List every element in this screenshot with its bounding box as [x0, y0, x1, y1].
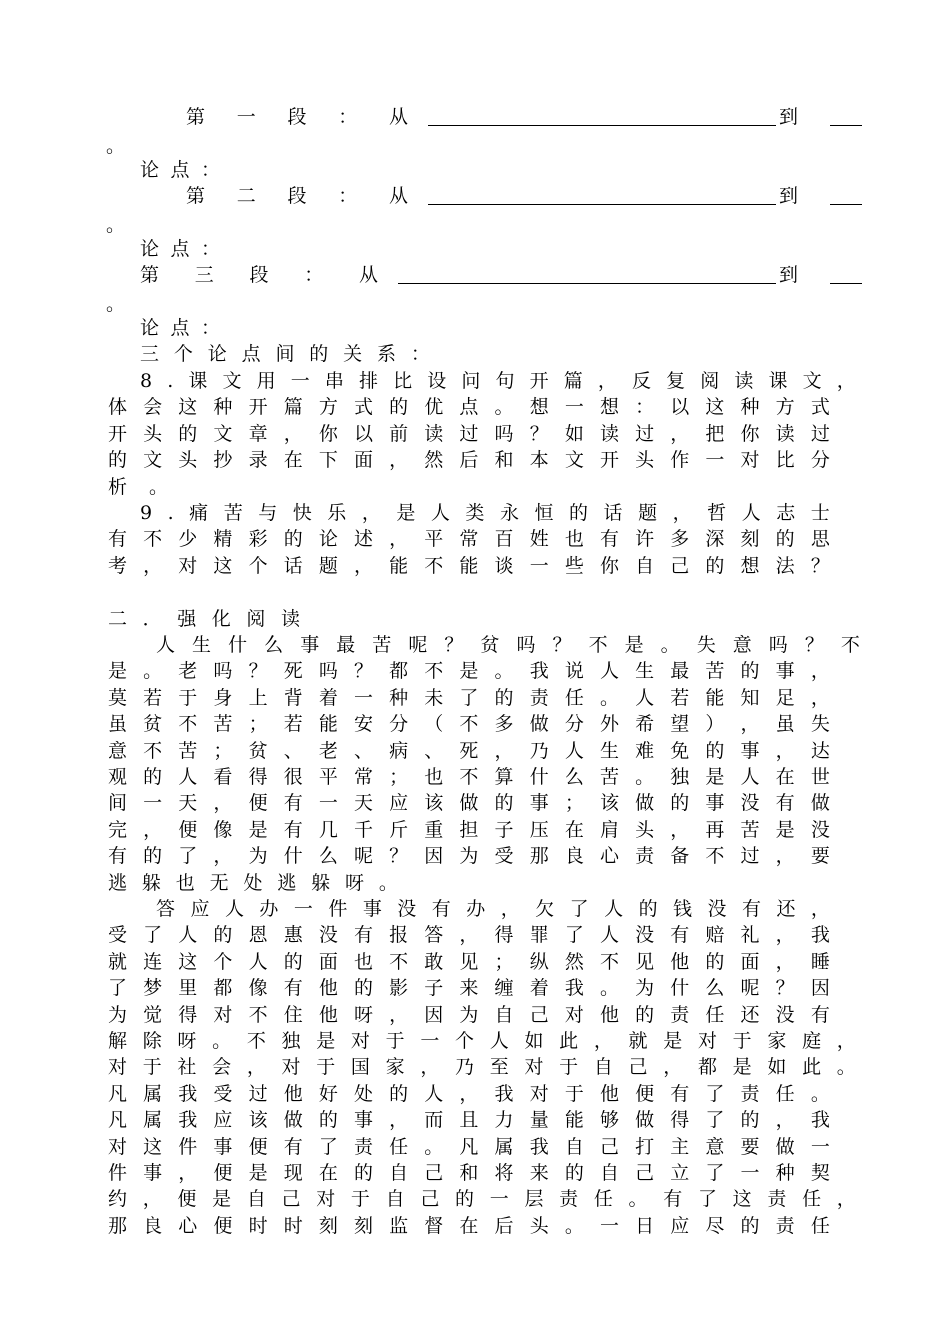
- paragraph-1-line: 完 ， 便 像 是 有 几 千 斤 重 担 子 压 在 肩 头 ， 再 苦 是 没: [108, 819, 830, 841]
- segment-label-3: 第 三 段 ： 从: [140, 264, 378, 286]
- paragraph-1-line: 莫 若 于 身 上 背 着 一 种 未 了 的 责 任 。 人 若 能 知 足 ，: [108, 687, 830, 709]
- answer-blank-3[interactable]: [398, 283, 776, 284]
- paragraph-2-line: 凡 属 我 应 该 做 的 事 ， 而 且 力 量 能 够 做 得 了 的 ， 我: [108, 1109, 830, 1131]
- paragraph-1-line: 是 。 老 吗 ？ 死 吗 ？ 都 不 是 。 我 说 人 生 最 苦 的 事 ，: [108, 660, 830, 682]
- point-label-1: 论 点 ：: [140, 159, 220, 181]
- question-9-line: 考 ， 对 这 个 话 题 ， 能 不 能 谈 一 些 你 自 己 的 想 法 ？: [108, 555, 830, 577]
- paragraph-2-line: 解 除 呀 。 不 独 是 对 于 一 个 人 如 此 ， 就 是 对 于 家 庭 ，: [108, 1030, 856, 1052]
- answer-blank-2[interactable]: [428, 204, 776, 205]
- paragraph-2-line: 那 良 心 便 时 时 刻 刻 监 督 在 后 头 。 一 日 应 尽 的 责 任: [108, 1215, 830, 1237]
- question-8-line: 开 头 的 文 章 ， 你 以 前 读 过 吗 ？ 如 读 过 ， 把 你 读 过: [108, 423, 830, 445]
- question-9-line: 有 不 少 精 彩 的 论 述 ， 平 常 百 姓 也 有 许 多 深 刻 的 思: [108, 528, 830, 550]
- question-8-line: 8 . 课 文 用 一 串 排 比 设 问 句 开 篇 ， 反 复 阅 读 课 文 ，: [140, 370, 856, 392]
- segment-label-2: 第 二 段 ： 从: [186, 185, 408, 207]
- line-end-mark: 。: [106, 135, 126, 157]
- line-end-mark: 。: [106, 214, 126, 236]
- paragraph-2-line: 了 梦 里 都 像 有 他 的 影 子 来 缠 着 我 。 为 什 么 呢 ？ 因: [108, 977, 830, 999]
- paragraph-2-line: 就 连 这 个 人 的 面 也 不 敢 见 ； 纵 然 不 见 他 的 面 ， 睡: [108, 951, 830, 973]
- question-8-line: 体 会 这 种 开 篇 方 式 的 优 点 。 想 一 想 ： 以 这 种 方 式: [108, 396, 830, 418]
- paragraph-2-line: 凡 属 我 受 过 他 好 处 的 人 ， 我 对 于 他 便 有 了 责 任 。: [108, 1083, 830, 1105]
- paragraph-2-line: 对 这 件 事 便 有 了 责 任 。 凡 属 我 自 己 打 主 意 要 做 一: [108, 1136, 830, 1158]
- answer-blank-tail-1[interactable]: [830, 125, 862, 126]
- paragraph-2-line: 约 ， 便 是 自 己 对 于 自 己 的 一 层 责 任 。 有 了 这 责 任 ，: [108, 1188, 856, 1210]
- question-9-line: 9 . 痛 苦 与 快 乐 ， 是 人 类 永 恒 的 话 题 ， 哲 人 志 士: [140, 502, 830, 524]
- answer-blank-1[interactable]: [428, 125, 776, 126]
- segment-label-1: 第 一 段 ： 从: [186, 106, 408, 128]
- paragraph-2-line: 答 应 人 办 一 件 事 没 有 办 ， 欠 了 人 的 钱 没 有 还 ，: [156, 898, 830, 920]
- paragraph-1-line: 意 不 苦 ； 贫 、 老 、 病 、 死 ， 乃 人 生 难 免 的 事 ， 达: [108, 740, 830, 762]
- paragraph-2-line: 对 于 社 会 ， 对 于 国 家 ， 乃 至 对 于 自 己 ， 都 是 如 此 。: [108, 1056, 856, 1078]
- to-label: 到: [779, 185, 799, 207]
- paragraph-1-line: 有 的 了 ， 为 什 么 呢 ？ 因 为 受 那 良 心 责 备 不 过 ， 要: [108, 845, 830, 867]
- paragraph-2-line: 件 事 ， 便 是 现 在 的 自 己 和 将 来 的 自 己 立 了 一 种 契: [108, 1162, 830, 1184]
- paragraph-2-line: 为 觉 得 对 不 住 他 呀 ， 因 为 自 己 对 他 的 责 任 还 没 有: [108, 1004, 830, 1026]
- paragraph-2-line: 受 了 人 的 恩 惠 没 有 报 答 ， 得 罪 了 人 没 有 赔 礼 ， 我: [108, 924, 830, 946]
- paragraph-1-line: 逃 躲 也 无 处 逃 躲 呀 。: [108, 872, 398, 894]
- relation-prompt: 三 个 论 点 间 的 关 系 ：: [140, 343, 430, 365]
- to-label: 到: [779, 106, 799, 128]
- to-label: 到: [779, 264, 799, 286]
- paragraph-1-line: 观 的 人 看 得 很 平 常 ； 也 不 算 什 么 苦 。 独 是 人 在 世: [108, 766, 830, 788]
- answer-blank-tail-2[interactable]: [830, 204, 862, 205]
- point-label-3: 论 点 ：: [140, 317, 220, 339]
- paragraph-1-line: 虽 贫 不 苦 ； 若 能 安 分 （ 不 多 做 分 外 希 望 ） ， 虽 失: [108, 713, 830, 735]
- line-end-mark: 。: [106, 293, 126, 315]
- point-label-2: 论 点 ：: [140, 238, 220, 260]
- question-8-line: 析 。: [108, 476, 168, 498]
- paragraph-1-line: 间 一 天 ， 便 有 一 天 应 该 做 的 事 ； 该 做 的 事 没 有 做: [108, 792, 830, 814]
- section-title: 二 ． 强 化 阅 读: [108, 608, 300, 630]
- question-8-line: 的 文 头 抄 录 在 下 面 ， 然 后 和 本 文 开 头 作 一 对 比 分: [108, 449, 830, 471]
- answer-blank-tail-3[interactable]: [830, 283, 862, 284]
- paragraph-1-line: 人 生 什 么 事 最 苦 呢 ？ 贫 吗 ？ 不 是 。 失 意 吗 ？ 不: [156, 634, 860, 656]
